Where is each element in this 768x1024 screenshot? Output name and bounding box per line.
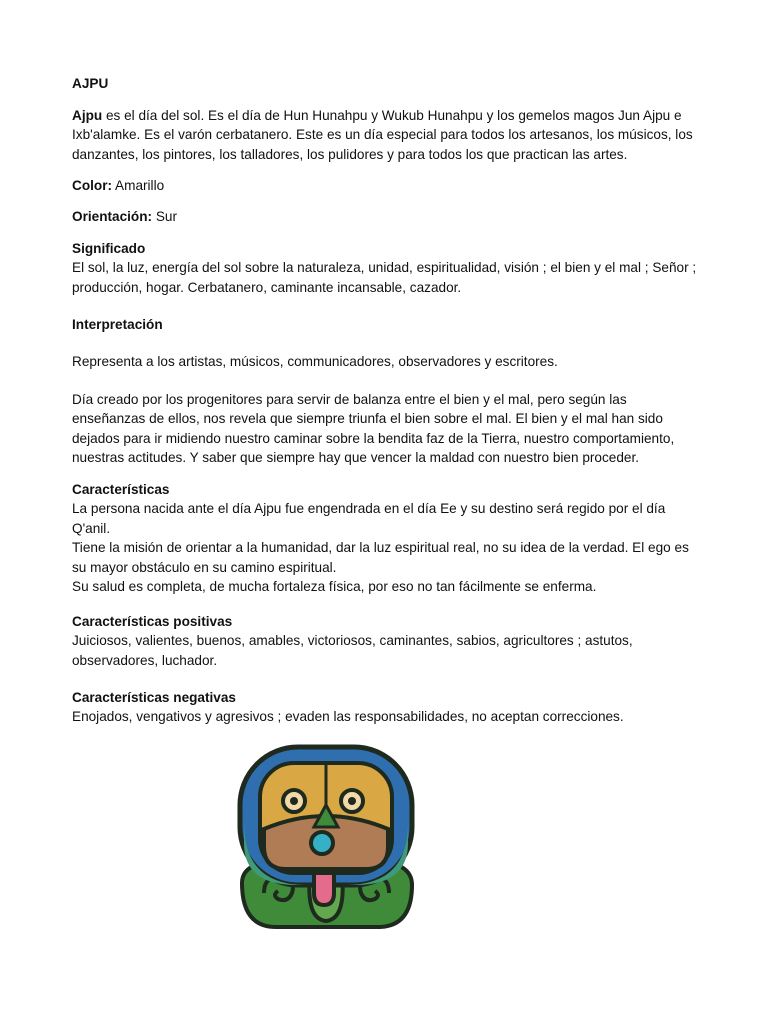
caracteristicas-line-3: Su salud es completa, de mucha fortaleza física, por eso no tan fácilmente se enferma. bbox=[72, 579, 597, 595]
significado-text: El sol, la luz, energía del sol sobre la naturaleza, unidad, espiritualidad, visión ; el bien y el mal ; Señor ; producción, hogar. Cerbatanero, caminante incansable, cazador. bbox=[72, 260, 697, 295]
positivas-text: Juiciosos, valientes, buenos, amables, victoriosos, caminantes, sabios, agricultores ; astutos, observadores, luchador. bbox=[72, 633, 633, 668]
doc-title: AJPU bbox=[72, 76, 109, 91]
glyph-tongue bbox=[314, 873, 334, 905]
interpretacion-heading: Interpretación bbox=[72, 317, 163, 332]
caracteristicas-line-1: La persona nacida ante el día Ajpu fue engendrada en el día Ee y su destino será regido por el día Q'anil. bbox=[72, 501, 666, 536]
glyph-center-dot bbox=[311, 832, 333, 854]
intro-text: es el día del sol. Es el día de Hun Hunahpu y Wukub Hunahpu y los gemelos magos Jun Ajpu e Ixb'alamke. Es el varón cerbatanero. Este es un día especial para todos los artesanos, los músicos, los danzantes, los pintores, los talladores, los pulidores y para todos los que practican las artes. bbox=[72, 108, 693, 162]
positivas-section bbox=[72, 612, 697, 670]
caracteristicas-line-2: Tiene la misión de orientar a la humanidad, dar la luz espiritual real, no su idea de la verdad. El ego es su mayor obstáculo en su camino espiritual. bbox=[72, 540, 689, 575]
orientacion-value: Sur bbox=[152, 209, 177, 224]
color-value: Amarillo bbox=[112, 178, 165, 193]
interpretacion-p2: Día creado por los progenitores para servir de balanza entre el bien y el mal, pero según las enseñanzas de ellos, nos revela que siempre triunfa el bien sobre el mal. El bien y el mal han sido dejados para ir midiendo nuestro caminar sobre la bendita faz de la Tierra, nuestro comportamiento, nuestras actitudes. Y saber que siempre hay que vencer la maldad con nuestro bien proceder. bbox=[72, 392, 675, 466]
color-label: Color: bbox=[72, 178, 113, 193]
interpretacion-p1: Representa a los artistas, músicos, communicadores, observadores y escritores. bbox=[72, 354, 558, 369]
color-line bbox=[72, 176, 697, 195]
caracteristicas-heading: Características bbox=[72, 482, 170, 497]
intro-lead: Ajpu bbox=[72, 108, 103, 123]
negativas-heading: Características negativas bbox=[72, 690, 236, 705]
orientacion-label: Orientación: bbox=[72, 209, 153, 224]
significado-section bbox=[72, 239, 697, 297]
negativas-text: Enojados, vengativos y agresivos ; evaden las responsabilidades, no aceptan correcciones. bbox=[72, 709, 624, 725]
significado-heading: Significado bbox=[72, 241, 146, 256]
positivas-heading: Características positivas bbox=[72, 614, 233, 629]
negativas-section bbox=[72, 688, 697, 727]
intro-paragraph bbox=[72, 106, 697, 164]
orientacion-line bbox=[72, 207, 697, 226]
ajpu-day-glyph-icon bbox=[236, 743, 417, 929]
caracteristicas-section bbox=[72, 480, 697, 596]
